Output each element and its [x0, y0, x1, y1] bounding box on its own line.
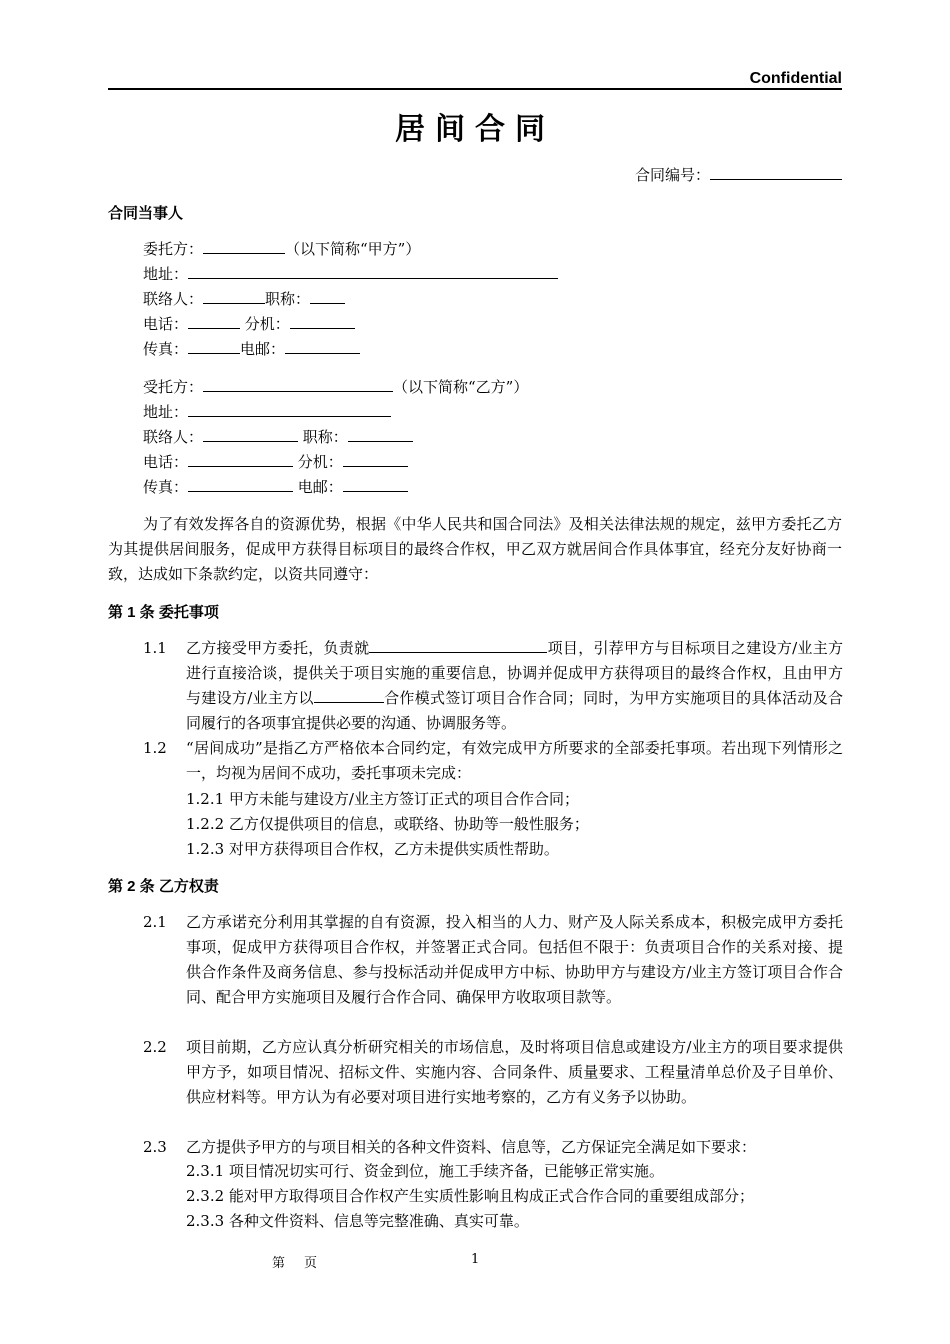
address-label: 地址： [143, 265, 189, 283]
entrustee-label: 受托方： [143, 378, 204, 396]
article-1-heading: 第 1 条 委托事项 [108, 604, 219, 621]
contract-number [635, 164, 842, 185]
ext-blank[interactable] [290, 313, 355, 329]
clause-text: “居间成功”是指乙方严格依本合同约定，有效完成甲方所要求的全部委托事项。若出现下列情形之一，均视为居间不成功，委托事项未完成： [186, 739, 843, 782]
email-blank[interactable] [285, 338, 360, 354]
fax-blank[interactable] [188, 476, 293, 492]
contact-blank[interactable] [203, 426, 298, 442]
clause-number: 1.2 [143, 739, 167, 757]
clause-2-3 [143, 1135, 843, 1160]
article-2-heading: 第 2 条 乙方权责 [108, 878, 219, 895]
title-blank[interactable] [310, 288, 345, 304]
clause-text: 合作模式签订项目合作合同；同时，为甲方实施项目的具体活动及合同履行的各项事宜提供必要的沟通、协调服务等。 [186, 689, 843, 732]
clause-2-3-1: 2.3.1 项目情况切实可行、资金到位，施工手续齐备，已能够正常实施。 [186, 1162, 664, 1180]
clause-number: 2.2 [143, 1038, 167, 1056]
title-blank[interactable] [348, 426, 413, 442]
project-blank[interactable] [369, 637, 547, 653]
fax-label: 传真： [143, 340, 189, 358]
title-label: 职称： [302, 428, 348, 446]
address-blank[interactable] [188, 263, 558, 279]
page-label-b: 页 [304, 1256, 318, 1271]
page-label-a: 第 [272, 1256, 286, 1271]
party-a-contact [143, 288, 345, 309]
clause-2-1 [143, 910, 843, 1010]
clause-1-2-3: 1.2.3 对甲方获得项目合作权，乙方未提供实质性帮助。 [186, 840, 559, 858]
entrustor-blank[interactable] [203, 238, 285, 254]
fax-blank[interactable] [188, 338, 240, 354]
contact-blank[interactable] [203, 288, 265, 304]
parties-heading: 合同当事人 [108, 205, 184, 222]
phone-blank[interactable] [188, 313, 240, 329]
clause-number: 2.3 [143, 1138, 167, 1156]
entrustor-note: （以下简称“甲方”） [285, 240, 421, 258]
email-label: 电邮： [297, 478, 343, 496]
contract-number-blank[interactable] [710, 164, 842, 180]
clause-2-2 [143, 1035, 843, 1110]
clause-text: 乙方承诺充分利用其掌握的自有资源，投入相当的人力、财产及人际关系成本，积极完成甲方委托事项，促成甲方获得项目合作权，并签署正式合同。包括但不限于：负责项目合作的关系对接、提供合作条件及商务信息、参与投标活动并促成甲方中标、协助甲方与建设方/业主方签订项目合作合同、配合甲方实施项目及履行合作合同、确保甲方收取项目款等。 [186, 913, 843, 1006]
party-b-phone [143, 451, 408, 472]
address-label: 地址： [143, 403, 189, 421]
clause-1-1 [143, 636, 843, 736]
email-blank[interactable] [343, 476, 408, 492]
clause-number: 1.1 [143, 639, 167, 657]
party-b-contact [143, 426, 413, 447]
contract-number-label: 合同编号： [634, 166, 710, 184]
phone-blank[interactable] [188, 451, 293, 467]
party-b-address [143, 401, 391, 422]
party-a-phone [143, 313, 355, 334]
title-label: 职称： [265, 290, 311, 308]
party-b-fax [143, 476, 408, 497]
document-title: 居间合同 [395, 112, 555, 147]
party-a-address [143, 263, 558, 284]
party-a-fax [143, 338, 360, 359]
clause-1-2-2: 1.2.2 乙方仅提供项目的信息，或联络、协助等一般性服务； [186, 815, 589, 833]
contact-label: 联络人： [143, 428, 204, 446]
email-label: 电邮： [240, 340, 286, 358]
fax-label: 传真： [143, 478, 189, 496]
mode-blank[interactable] [314, 687, 384, 703]
address-blank[interactable] [188, 401, 391, 417]
phone-label: 电话： [143, 315, 189, 333]
confidential-label: Confidential [749, 70, 842, 87]
clause-text: 乙方提供予甲方的与项目相关的各种文件资料、信息等，乙方保证完全满足如下要求： [186, 1138, 757, 1156]
clause-2-3-2: 2.3.2 能对甲方取得项目合作权产生实质性影响且构成正式合作合同的重要组成部分； [186, 1187, 754, 1205]
header-rule [108, 70, 842, 90]
contact-label: 联络人： [143, 290, 204, 308]
preamble: 为了有效发挥各自的资源优势，根据《中华人民共和国合同法》及相关法律法规的规定，兹甲方委托乙方为其提供居间服务，促成甲方获得目标项目的最终合作权，甲乙双方就居间合作具体事宜，经充分友好协商一致，达成如下条款约定，以资共同遵守： [108, 515, 842, 583]
clause-text: 项目，引荐甲方与目标项目之建设方/业主方进行直接洽谈，提供关于项目实施的重要信息，协调并促成甲方获得项目的最终合作权，且由甲方与建设方/业主方以 [186, 639, 843, 707]
clause-text: 项目前期，乙方应认真分析研究相关的市场信息，及时将项目信息或建设方/业主方的项目要求提供甲方予，如项目情况、招标文件、实施内容、合同条件、质量要求、工程量清单总价及子目单价、供应材料等。甲方认为有必要对项目进行实地考察的，乙方有义务予以协助。 [186, 1038, 843, 1106]
entrustee-blank[interactable] [203, 376, 393, 392]
party-a-entrustor [143, 238, 420, 259]
page-number: 1 [471, 1252, 480, 1267]
entrustor-label: 委托方： [143, 240, 204, 258]
clause-1-2-1: 1.2.1 甲方未能与建设方/业主方签订正式的项目合作合同； [186, 790, 579, 808]
entrustee-note: （以下简称“乙方”） [393, 378, 529, 396]
clause-2-3-3: 2.3.3 各种文件资料、信息等完整准确、真实可靠。 [186, 1212, 529, 1230]
ext-label: 分机： [244, 315, 290, 333]
clause-1-2 [143, 736, 843, 786]
phone-label: 电话： [143, 453, 189, 471]
ext-blank[interactable] [343, 451, 408, 467]
party-b-entrustee [143, 376, 528, 397]
clause-text: 乙方接受甲方委托，负责就 [186, 639, 370, 657]
clause-number: 2.1 [143, 913, 167, 931]
ext-label: 分机： [297, 453, 343, 471]
